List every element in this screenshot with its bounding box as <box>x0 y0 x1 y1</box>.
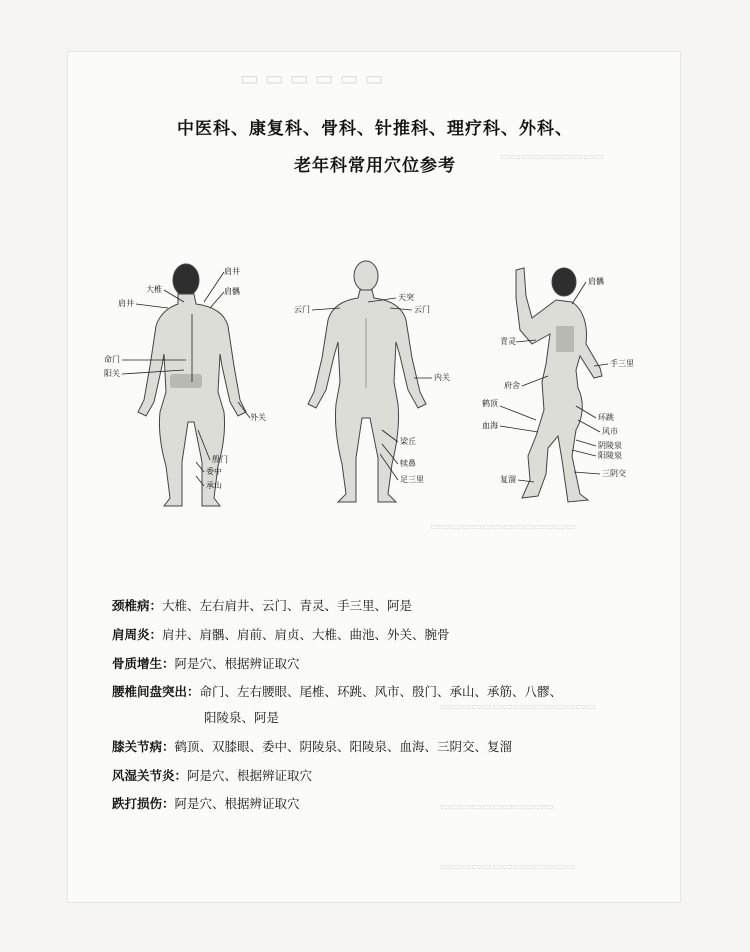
document-title-line-1: 中医科、康复科、骨科、针推科、理疗科、外科、 <box>177 119 573 139</box>
front-label: 梁丘 <box>400 437 416 446</box>
condition-row <box>112 598 412 614</box>
condition-points: 阿是穴、根据辨证取穴 <box>174 656 300 671</box>
back-label: 肩髃 <box>224 287 240 296</box>
back-label: 命门 <box>104 355 120 364</box>
side-label: 风市 <box>602 427 618 436</box>
front-label: 内关 <box>434 373 450 382</box>
condition-row-continuation <box>204 710 279 726</box>
side-label: 复溜 <box>500 475 516 484</box>
back-body-silhouette <box>138 264 246 506</box>
side-label: 肩髃 <box>588 277 604 286</box>
condition-row <box>112 684 562 700</box>
show-through-text: ▭▭▭▭▭▭▭▭▭▭▭▭▭▭ <box>430 520 576 533</box>
front-label: 犊鼻 <box>400 459 416 468</box>
show-through-text: ▭▭▭▭▭▭▭▭▭▭▭▭▭▭▭ <box>440 700 596 713</box>
side-label: 府舍 <box>504 381 520 390</box>
condition-name: 风湿关节炎： <box>112 768 188 783</box>
condition-points: 鹤顶、双膝眼、委中、阴陵泉、阳陵泉、血海、三阴交、复溜 <box>174 739 513 754</box>
condition-name: 颈椎病： <box>112 598 163 613</box>
front-label: 云门 <box>294 305 310 314</box>
condition-points: 阿是穴、根据辨证取穴 <box>174 796 300 811</box>
condition-row <box>112 656 300 672</box>
front-label: 云门 <box>414 305 430 314</box>
condition-row <box>112 739 512 755</box>
condition-points-continuation: 阳陵泉、阿是 <box>204 710 280 725</box>
show-through-text: ▭▭▭▭▭▭▭▭▭▭▭▭▭ <box>440 860 576 873</box>
front-view-figure <box>290 258 462 512</box>
back-label: 大椎 <box>146 285 162 294</box>
back-label: 肩井 <box>224 267 240 276</box>
back-view-figure <box>100 262 280 514</box>
side-label: 血海 <box>482 421 498 430</box>
show-through-text: ▭▭▭▭▭▭▭▭▭▭▭ <box>440 800 555 813</box>
condition-points: 大椎、左右肩井、云门、青灵、手三里、阿是 <box>162 598 413 613</box>
side-label: 环跳 <box>598 413 614 422</box>
side-label: 手三里 <box>610 359 634 368</box>
side-view-figure <box>476 260 676 510</box>
document-title-line-2: 老年科常用穴位参考 <box>294 156 456 176</box>
condition-name: 膝关节病： <box>112 739 175 754</box>
condition-points: 肩井、肩髃、肩前、肩贞、大椎、曲池、外关、腕骨 <box>162 627 450 642</box>
front-label: 天突 <box>398 293 414 302</box>
side-label: 阴陵泉 <box>598 441 622 450</box>
condition-name: 跌打损伤： <box>112 796 175 811</box>
back-label: 阳关 <box>104 369 120 378</box>
back-label: 殷门 <box>212 455 228 464</box>
show-through-text: ▭▭▭▭▭▭▭▭▭▭ <box>500 150 604 163</box>
condition-name: 肩周炎： <box>112 627 163 642</box>
side-label: 鹤顶 <box>482 399 498 408</box>
condition-points: 阿是穴、根据辨证取穴 <box>187 768 313 783</box>
side-label: 青灵 <box>500 337 516 346</box>
back-label: 承山 <box>206 481 222 490</box>
condition-points: 命门、左右腰眼、尾椎、环跳、风市、殷门、承山、承筋、八髎、 <box>199 684 563 699</box>
back-label: 外关 <box>250 413 266 422</box>
front-label: 足三里 <box>400 475 424 484</box>
side-body-silhouette <box>516 268 602 502</box>
condition-row <box>112 627 450 643</box>
back-label: 肩井 <box>118 299 134 308</box>
side-label: 三阴交 <box>602 469 626 478</box>
condition-row <box>112 796 300 812</box>
condition-row <box>112 768 312 784</box>
condition-name: 骨质增生： <box>112 656 175 671</box>
condition-name: 腰椎间盘突出： <box>112 684 200 699</box>
back-label: 委中 <box>206 467 222 476</box>
side-label: 阳陵泉 <box>598 451 622 460</box>
show-through-text: ▭▭▭▭▭▭ <box>240 66 390 90</box>
